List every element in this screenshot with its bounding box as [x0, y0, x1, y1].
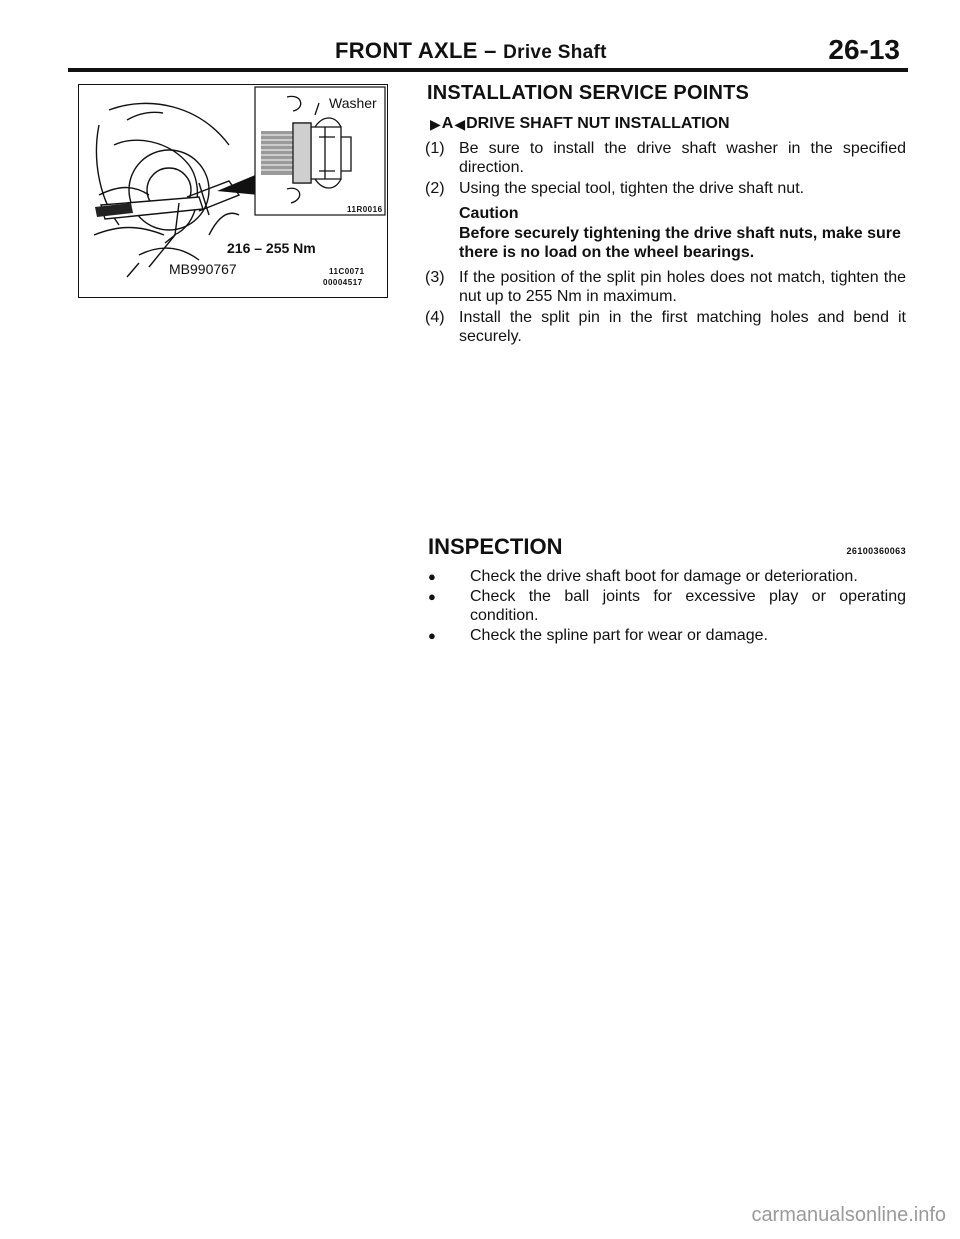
step-text: Using the special tool, tighten the drive shaft nut.: [459, 180, 805, 197]
list-item-text: Check the spline part for wear or damage.: [470, 627, 768, 644]
title-dash: –: [484, 38, 497, 63]
bullet-icon: ●: [428, 589, 436, 604]
step-text: If the position of the split pin holes does not match, tighten the nut up to 255 Nm in maximum.: [459, 269, 906, 305]
step-number: (3): [425, 269, 445, 286]
page-number: 26-13: [828, 34, 900, 65]
procedure-subheading: [430, 115, 906, 133]
installation-section: [420, 82, 906, 348]
step-item: [420, 139, 906, 177]
bullet-icon: ●: [428, 569, 436, 584]
list-item: [420, 567, 906, 586]
list-item: [420, 626, 906, 645]
washer-label: Washer: [329, 95, 377, 111]
step-number: (1): [425, 140, 445, 157]
inset-figure-code: 11R0016: [347, 205, 383, 214]
special-tool-label: MB990767: [169, 261, 237, 277]
page-header: [70, 30, 908, 70]
caution-title: Caution: [459, 205, 519, 222]
inspection-heading: [428, 534, 906, 560]
watermark: carmanualsonline.info: [751, 1204, 946, 1226]
caution-block: [459, 204, 906, 262]
subheading-text: DRIVE SHAFT NUT INSTALLATION: [466, 115, 730, 132]
inspection-code: 26100360063: [846, 546, 906, 556]
inspection-title: INSPECTION: [428, 534, 563, 559]
section-name: FRONT AXLE: [335, 38, 478, 63]
list-item: [420, 587, 906, 625]
subheading-mark: A: [441, 115, 454, 132]
figure-code-1: 11C0071: [329, 267, 365, 276]
bullet-icon: ●: [428, 628, 436, 643]
step-number: (4): [425, 309, 445, 326]
step-text: Install the split pin in the first matching holes and bend it securely.: [459, 309, 906, 345]
step-item: [420, 308, 906, 346]
step-number: (2): [425, 180, 445, 197]
subsection-name: Drive Shaft: [503, 42, 607, 63]
figure-code-2: 00004517: [323, 278, 363, 287]
play-left-icon: ◀: [454, 115, 466, 132]
installation-figure: [78, 84, 388, 298]
list-item-text: Check the ball joints for excessive play or operating condition.: [470, 588, 906, 624]
play-right-icon: ▶: [430, 115, 441, 132]
torque-spec-label: 216 – 255 Nm: [227, 240, 316, 256]
step-item: [420, 268, 906, 306]
step-text: Be sure to install the drive shaft washer in the specified direction.: [459, 140, 906, 176]
header-rule: [68, 68, 908, 72]
step-item: [420, 179, 906, 198]
list-item-text: Check the drive shaft boot for damage or deterioration.: [470, 568, 858, 585]
inspection-list: [420, 567, 906, 646]
page-title: [335, 38, 607, 64]
installation-title: INSTALLATION SERVICE POINTS: [427, 82, 750, 104]
caution-text: Before securely tightening the drive shaft nuts, make sure there is no load on the wheel bearings.: [459, 225, 901, 261]
